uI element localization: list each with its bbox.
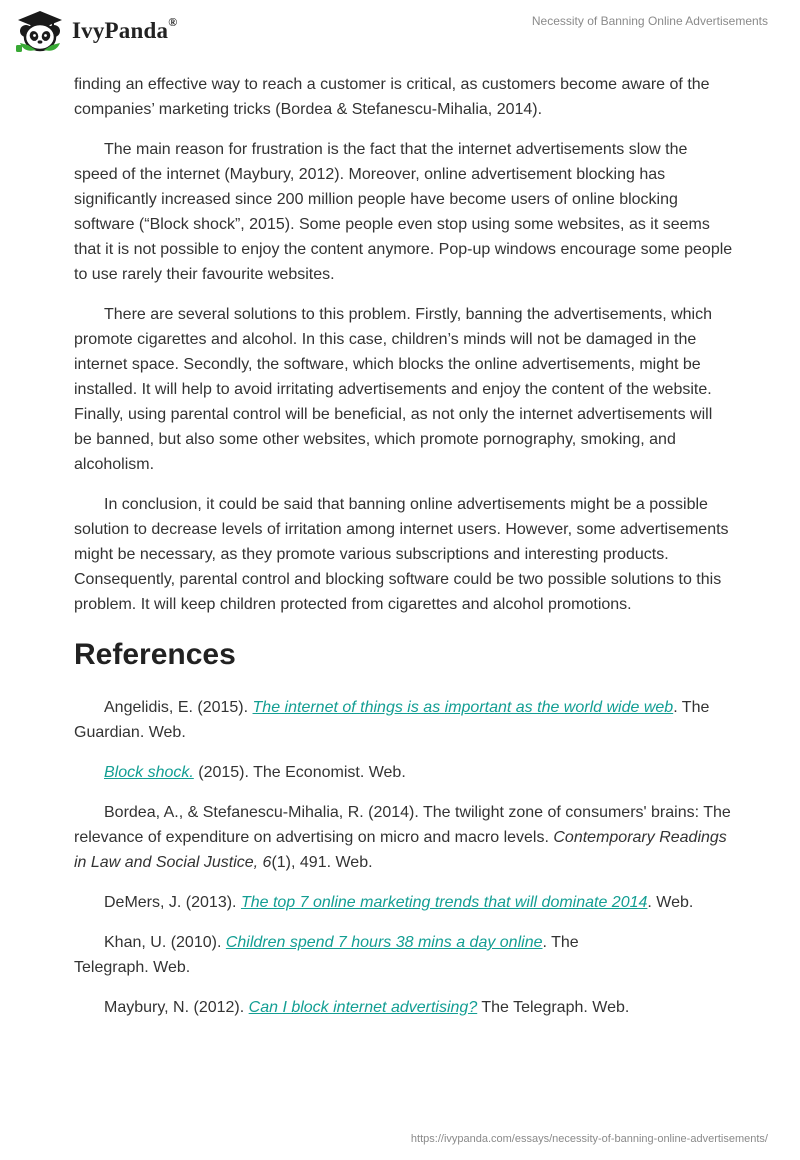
reference-item [74, 760, 734, 785]
reference-link[interactable]: Can I block internet advertising? [248, 999, 478, 1016]
reference-source: (1), 491. Web. [271, 854, 373, 871]
panda-graduate-icon [14, 9, 66, 53]
registered-mark: ® [168, 15, 178, 30]
reference-author: Angelidis, E. (2015). [104, 699, 253, 716]
references-heading: References [74, 638, 236, 671]
reference-item [74, 930, 604, 980]
reference-item [74, 800, 734, 875]
reference-link[interactable]: The internet of things is as important as the world wide web [252, 699, 674, 716]
reference-source: (2015). The Economist. Web. [193, 764, 406, 781]
reference-source: . The Guardian. Web. [74, 699, 710, 741]
reference-item [74, 995, 734, 1020]
reference-link[interactable]: The top 7 online marketing trends that will dominate 2014 [240, 894, 648, 911]
page-header [0, 0, 800, 70]
footer-url[interactable]: https://ivypanda.com/essays/necessity-of-banning-online-advertisements/ [410, 1133, 768, 1145]
reference-source: The Telegraph. Web. [477, 999, 630, 1016]
brand-name [72, 15, 178, 44]
reference-item [74, 695, 734, 745]
reference-author: Bordea, A., & Stefanescu-Mihalia, R. (2014). The twilight zone of consumers' brains: The relevance of expenditure on advertising on micro and macro levels. [74, 804, 731, 846]
paragraph: In conclusion, it could be said that banning online advertisements might be a possible solution to decrease levels of irritation among internet users. However, some advertisements might be necessary, as they promote various subscriptions and interesting products. Consequently, parental control and blocking software could be two possible solutions to this problem. It will keep children protected from cigarettes and alcohol promotions. [74, 496, 729, 613]
reference-source: . The Telegraph. Web. [74, 934, 579, 976]
brand-text: IvyPanda [72, 18, 169, 43]
reference-source: . Web. [647, 894, 694, 911]
reference-author: Khan, U. (2010). [104, 934, 226, 951]
reference-item [74, 890, 734, 915]
reference-author: DeMers, J. (2013). [104, 894, 241, 911]
ivypanda-logo[interactable] [14, 9, 177, 53]
paragraph: There are several solutions to this problem. Firstly, banning the advertisements, which promote cigarettes and alcohol. In this case, children’s minds will not be damaged in the internet space. Secondly, the software, which blocks the online advertisements, might be installed. It will help to avoid irritating advertisements and enjoy the content of the website. Finally, using parental control will be beneficial, as not only the internet advertisements will be banned, but also some other websites, which promote pornography, smoking, and alcoholism. [74, 306, 713, 473]
reference-link[interactable]: Block shock. [104, 764, 194, 781]
reference-link[interactable]: Children spend 7 hours 38 mins a day online [225, 934, 543, 951]
essay-content [74, 72, 734, 1035]
reference-journal: Contemporary Readings in Law and Social Justice, 6 [74, 829, 727, 871]
paragraph: The main reason for frustration is the fact that the internet advertisements slow the speed of the internet (Maybury, 2012). Moreover, online advertisement blocking has significantly increased since 200 million people have become users of online blocking software (“Block shock”, 2015). Some people even stop using some websites, as it seems that it is not possible to enjoy the content anymore. Pop-up windows encourage some people to use rarely their favourite websites. [74, 141, 733, 283]
paragraph-continued: finding an effective way to reach a customer is critical, as customers become aware of the companies’ marketing tricks (Bordea & Stefanescu-Mihalia, 2014). [74, 76, 710, 118]
document-title: Necessity of Banning Online Advertisements [531, 14, 768, 28]
reference-author: Maybury, N. (2012). [104, 999, 249, 1016]
